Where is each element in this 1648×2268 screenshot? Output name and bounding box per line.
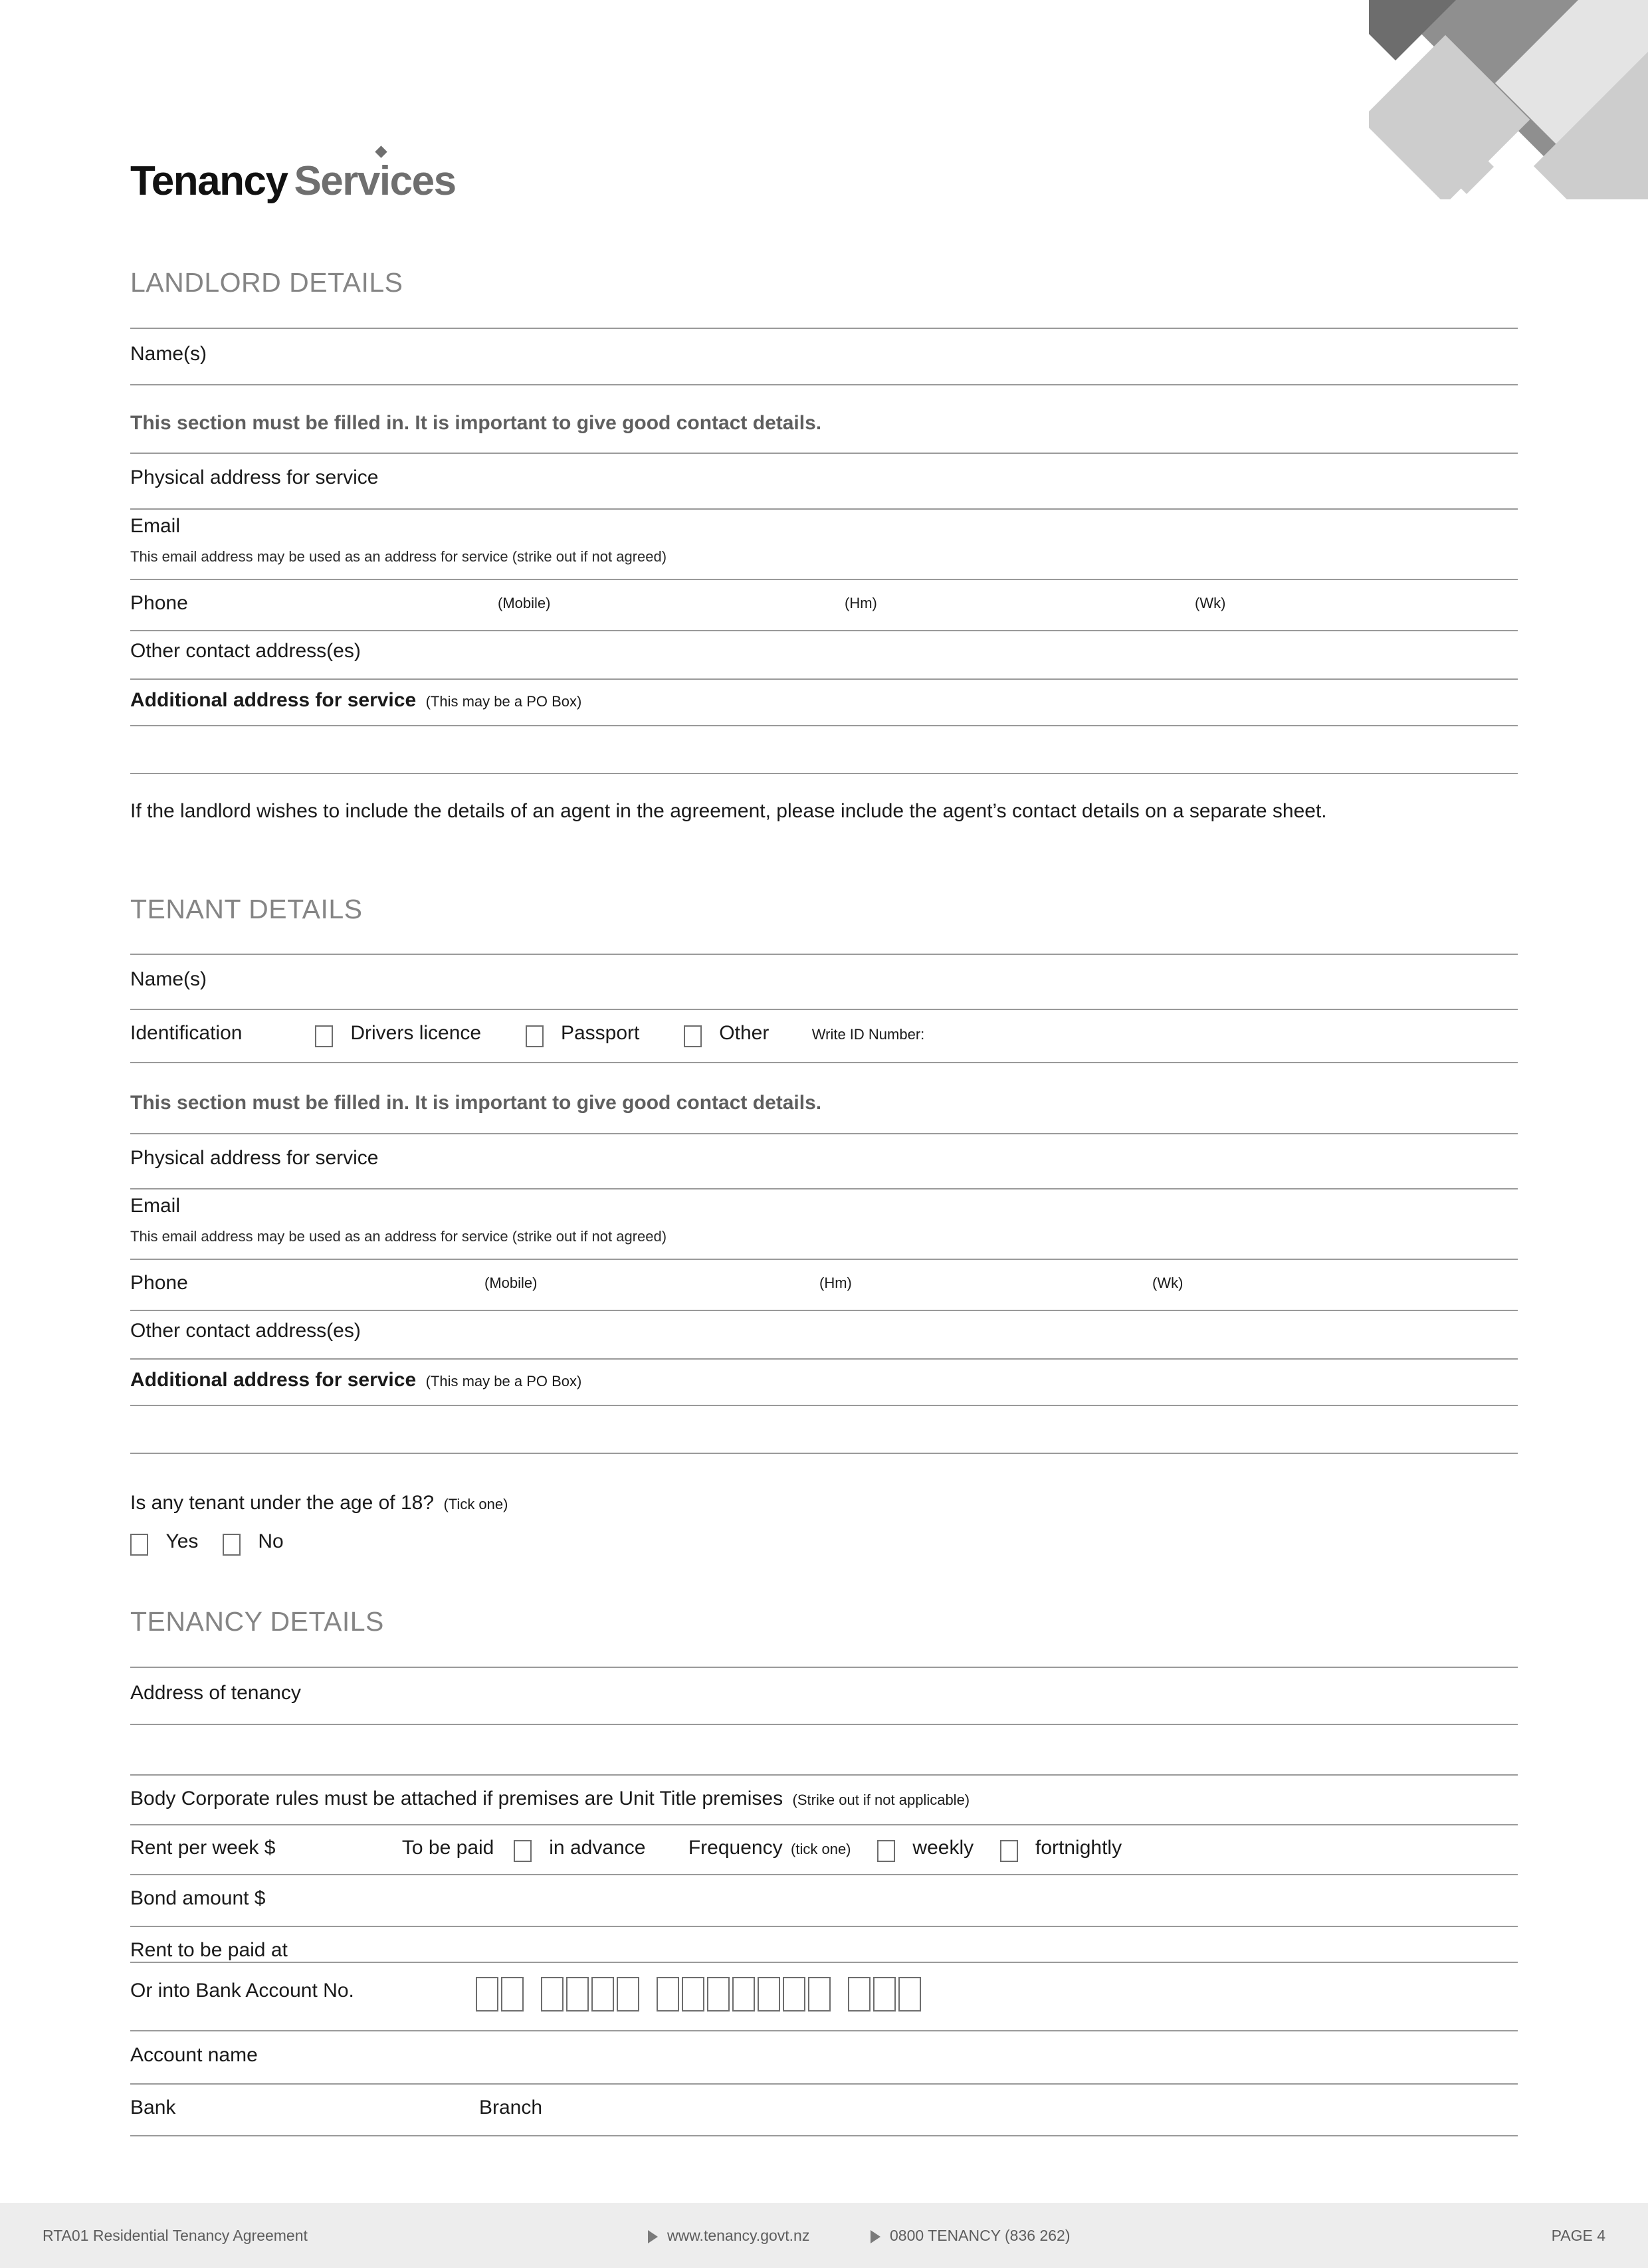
divider [130, 1358, 1518, 1360]
divider [130, 1667, 1518, 1668]
tenancy-body-corporate-label: Body Corporate rules must be attached if premises are Unit Title premises [130, 1788, 783, 1809]
landlord-additional-address-label: Additional address for service [130, 689, 417, 711]
bank-account-digit-box[interactable] [541, 1977, 564, 2011]
bank-account-group-3 [848, 1977, 924, 2011]
bank-account-digit-box[interactable] [591, 1977, 614, 2011]
tenancy-address-label: Address of tenancy [130, 1682, 301, 1704]
divider [130, 1259, 1518, 1260]
checkbox-fortnightly[interactable] [1000, 1840, 1018, 1862]
tenant-id-option-label-1: Passport [560, 1022, 640, 1044]
checkbox-under18-no[interactable] [223, 1534, 241, 1556]
bank-account-digit-box[interactable] [898, 1977, 921, 2011]
landlord-phone-label: Phone [130, 592, 188, 614]
footer-phone-group [871, 2228, 1070, 2243]
divider [130, 2135, 1518, 2136]
triangle-marker-icon [648, 2230, 658, 2243]
tenant-phone-work-label: (Wk) [1152, 1275, 1184, 1291]
tenant-phone-label: Phone [130, 1272, 188, 1294]
bank-account-digit-box[interactable] [732, 1977, 755, 2011]
bank-account-digit-box[interactable] [617, 1977, 639, 2011]
divider [130, 2030, 1518, 2031]
divider [130, 1188, 1518, 1189]
tenant-under18-no-label: No [258, 1530, 284, 1552]
bank-account-digit-box[interactable] [566, 1977, 589, 2011]
footer-website-group [648, 2228, 809, 2243]
landlord-additional-address-note: (This may be a PO Box) [425, 693, 582, 710]
divider [130, 508, 1518, 510]
decorative-diamond-light [1495, 0, 1648, 199]
bank-account-digit-box[interactable] [476, 1977, 498, 2011]
tenancy-to-be-paid-label: To be paid [401, 1837, 494, 1859]
divider [130, 453, 1518, 454]
landlord-name-label: Name(s) [130, 343, 207, 365]
tenant-additional-address-note: (This may be a PO Box) [425, 1373, 582, 1390]
landlord-email-note: This email address may be used as an address for service (strike out if not agreed) [130, 548, 667, 565]
tenant-email-label: Email [130, 1195, 181, 1217]
divider [130, 1453, 1518, 1454]
page-footer [0, 2203, 1648, 2268]
divider [130, 1962, 1518, 1963]
tenant-physical-address-label: Physical address for service [130, 1147, 379, 1169]
landlord-intro-text: This section must be filled in. It is important to give good contact details. [130, 412, 822, 434]
tenant-under18-question-row [130, 1493, 508, 1513]
bank-account-digit-box[interactable] [848, 1977, 871, 2011]
tenant-phone-mobile-label: (Mobile) [484, 1275, 538, 1291]
footer-phone: 0800 TENANCY (836 262) [890, 2227, 1071, 2244]
landlord-email-label: Email [130, 515, 181, 537]
divider [130, 1133, 1518, 1134]
tenancy-weekly-label: weekly [912, 1837, 974, 1859]
tenant-id-option-label-2: Other [719, 1022, 770, 1044]
bank-account-digit-box[interactable] [501, 1977, 524, 2011]
tenancy-frequency-label: Frequency [688, 1837, 783, 1859]
tenant-other-contact-label: Other contact address(es) [130, 1320, 361, 1342]
checkbox-in-advance[interactable] [514, 1840, 532, 1862]
tenancy-body-corporate-note: (Strike out if not applicable) [792, 1792, 970, 1808]
decorative-diamond-dark [1369, 0, 1461, 60]
tenant-additional-address-row [130, 1370, 581, 1390]
bank-account-digit-box[interactable] [758, 1977, 780, 2011]
bank-account-digit-box[interactable] [657, 1977, 679, 2011]
bank-account-digit-box[interactable] [682, 1977, 704, 2011]
landlord-agent-note: If the landlord wishes to include the details of an agent in the agreement, please include the agent’s contact details on a separate sheet. [130, 800, 1327, 822]
tenancy-rent-label: Rent per week $ [130, 1837, 276, 1859]
checkbox-weekly[interactable] [877, 1840, 895, 1862]
bank-account-digit-box[interactable] [707, 1977, 730, 2011]
bank-account-digit-box[interactable] [808, 1977, 831, 2011]
tenancy-body-corporate-row [130, 1789, 970, 1809]
bank-account-group-1 [541, 1977, 642, 2011]
divider [130, 1874, 1518, 1875]
logo-diamond-icon [375, 146, 387, 157]
tenant-email-note: This email address may be used as an address for service (strike out if not agreed) [130, 1228, 667, 1245]
divider [130, 630, 1518, 631]
section-title-tenancy: TENANCY DETAILS [130, 1606, 384, 1637]
divider [130, 725, 1518, 726]
bank-account-number-boxes[interactable] [476, 1988, 924, 2000]
header-decoration [1369, 0, 1648, 199]
divider [130, 678, 1518, 680]
divider [130, 579, 1518, 580]
section-title-landlord: LANDLORD DETAILS [130, 267, 403, 298]
decorative-diamond-mid [1407, 0, 1648, 161]
tenancy-branch-label: Branch [479, 2097, 543, 2118]
tenancy-account-name-label: Account name [130, 2044, 258, 2066]
divider [130, 1724, 1518, 1725]
divider [130, 1009, 1518, 1010]
landlord-physical-address-label: Physical address for service [130, 466, 379, 488]
footer-page-number: PAGE 4 [1551, 2227, 1605, 2244]
divider [130, 384, 1518, 385]
divider [130, 1824, 1518, 1825]
tenancy-bank-account-label: Or into Bank Account No. [130, 1980, 354, 2002]
bank-account-digit-box[interactable] [873, 1977, 896, 2011]
tenant-identification-row [130, 1023, 924, 1047]
tenant-phone-home-label: (Hm) [819, 1275, 852, 1291]
section-title-tenant: TENANT DETAILS [130, 894, 363, 924]
divider [130, 1774, 1518, 1776]
footer-website[interactable]: www.tenancy.govt.nz [667, 2227, 810, 2244]
tenant-identification-label: Identification [130, 1022, 243, 1044]
tenancy-rent-paid-at-label: Rent to be paid at [130, 1939, 288, 1961]
tenancy-bank-account-row [130, 1977, 924, 2011]
landlord-phone-work-label: (Wk) [1195, 595, 1226, 611]
checkbox-drivers-licence[interactable] [315, 1025, 333, 1047]
tenant-additional-address-label: Additional address for service [130, 1369, 417, 1391]
divider [130, 1926, 1518, 1927]
tenant-write-id-label: Write ID Number: [811, 1026, 925, 1043]
logo-word-tenancy: Tenancy [130, 158, 288, 204]
footer-form-name: RTA01 Residential Tenancy Agreement [43, 2227, 308, 2244]
landlord-other-contact-label: Other contact address(es) [130, 640, 361, 662]
divider [130, 1310, 1518, 1311]
tenant-under18-yes-label: Yes [165, 1530, 199, 1552]
logo-word-services: Services [294, 158, 455, 204]
decorative-diamond-small [1369, 35, 1530, 199]
divider [130, 954, 1518, 955]
tenant-intro-text: This section must be filled in. It is important to give good contact details. [130, 1092, 822, 1114]
divider [130, 773, 1518, 774]
landlord-phone-mobile-label: (Mobile) [498, 595, 551, 611]
decorative-diamond-light2 [1534, 25, 1648, 199]
tenancy-bank-label: Bank [130, 2097, 176, 2118]
tenancy-bond-label: Bond amount $ [130, 1887, 266, 1909]
tenancy-frequency-tick-note: (tick one) [791, 1841, 851, 1857]
tenancy-services-logo [130, 158, 456, 204]
bank-account-digit-box[interactable] [783, 1977, 805, 2011]
tenancy-rent-row [130, 1838, 1122, 1862]
tenant-name-label: Name(s) [130, 968, 207, 990]
bank-account-group-2 [657, 1977, 833, 2011]
divider [130, 328, 1518, 329]
divider [130, 2083, 1518, 2085]
landlord-phone-home-label: (Hm) [845, 595, 877, 611]
divider [130, 1405, 1518, 1406]
checkbox-other-id[interactable] [684, 1025, 702, 1047]
tenant-under18-options-row [130, 1532, 284, 1556]
tenant-id-option-label-0: Drivers licence [350, 1022, 482, 1044]
divider [130, 1062, 1518, 1063]
checkbox-passport[interactable] [526, 1025, 544, 1047]
tenant-under18-tick-note: (Tick one) [443, 1496, 508, 1512]
landlord-additional-address-row [130, 690, 581, 710]
tenancy-in-advance-label: in advance [549, 1837, 646, 1859]
bank-account-group-0 [476, 1977, 526, 2011]
triangle-marker-icon [871, 2230, 880, 2243]
decorative-diamond-tiny [1439, 140, 1494, 194]
checkbox-under18-yes[interactable] [130, 1534, 148, 1556]
tenancy-fortnightly-label: fortnightly [1035, 1837, 1122, 1859]
tenant-under18-question: Is any tenant under the age of 18? [130, 1492, 435, 1514]
